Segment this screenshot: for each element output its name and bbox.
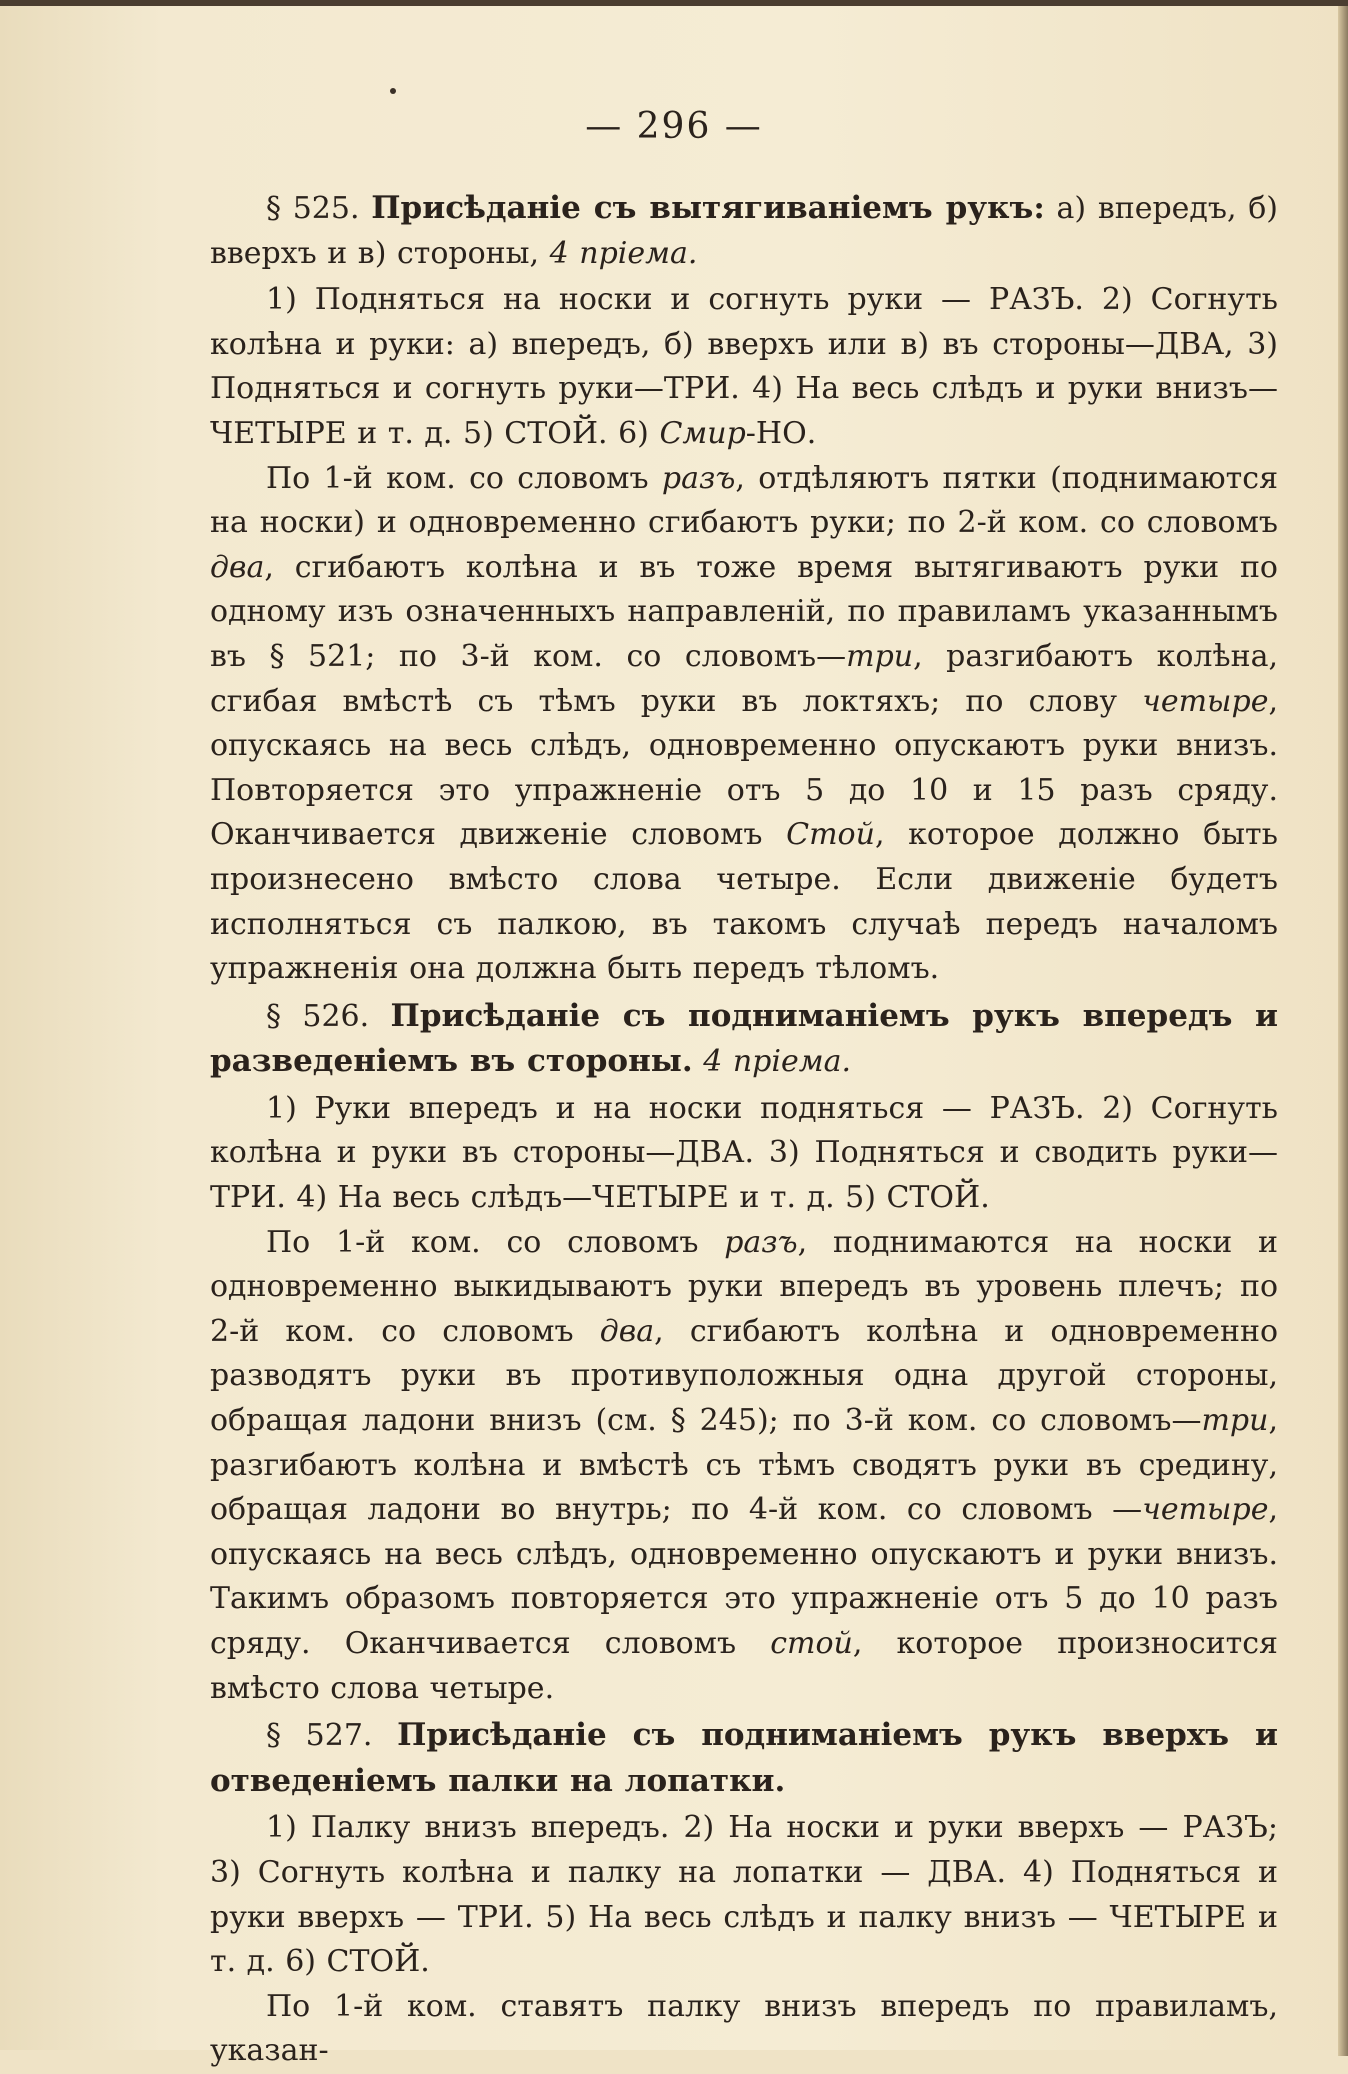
text-run: , отдѣляютъ пятки (поднимаются на носки) и одновременно сгибаютъ руки; по 2-й ком. со словомъ [210,460,1278,541]
italic-term: три [1201,1403,1269,1439]
section-title: Присѣданіе съ вытягиваніемъ рукъ: [371,190,1045,226]
section-title: Присѣданіе съ подниманіемъ рукъ вверхъ и отведеніемъ палки на лопатки. [210,1717,1279,1799]
italic-term: Стой [786,817,875,853]
text-run: По 1-й ком. со словомъ [266,460,662,496]
text-run: -НО. [745,415,817,451]
section-steps-count: 4 пріема. [549,235,698,271]
text-run: По 1-й ком. со словомъ [266,1224,725,1260]
paragraph [210,1087,1278,1221]
italic-term: два [599,1313,655,1349]
section-steps-count: 4 пріема. [703,1044,852,1080]
text-run: , опускаясь на весь слѣдъ, одновременно опускаютъ руки внизъ. Повторяется это упражненіе отъ 5 до 10 и 15 разъ сряду. Оканчивается движеніе словомъ [210,683,1278,853]
section-heading [210,186,1278,276]
italic-term: три [846,638,914,674]
page-edge [1338,6,1348,2056]
text-run: , сгибаютъ колѣна и въ тоже время вытягиваютъ руки по одному изъ означенныхъ направленій, по правиламъ указаннымъ въ § 521; по 3-й ком. со словомъ— [210,549,1278,674]
text-run: 1) Палку внизъ впередъ. 2) На носки и руки вверхъ — РАЗЪ; 3) Согнуть колѣна и палку на лопатки — ДВА. 4) Подняться и руки вверхъ — ТРИ. 5) На весь слѣдъ и палку внизъ — ЧЕТЫРЕ и т. д. 6) СТОЙ. [210,1810,1278,1980]
text-run: 1) Руки впередъ и на носки подняться — РАЗЪ. 2) Согнуть колѣна и руки въ стороны—ДВА. 3) Подняться и сводить руки—ТРИ. 4) На весь слѣдъ—ЧЕТЫРЕ и т. д. 5) СТОЙ. [210,1090,1278,1216]
text-run: , разгибаютъ колѣна и вмѣстѣ съ тѣмъ сводятъ руки въ средину, обращая ладони во внутрь; по 4-й ком. со словомъ — [210,1403,1278,1528]
section-title-rest: а) впередъ, б) вверхъ и в) стороны, [210,191,1278,271]
paragraph [210,1806,1278,1984]
text-run: , поднимаются на носки и одновременно выкидываютъ руки впередъ въ уровень плечъ; по 2-й ком. со словомъ [210,1224,1279,1349]
section-heading [210,994,1278,1085]
text-run: , которое произносится вмѣсто слова четыре. [210,1626,1278,1706]
section-number: § 525. [266,191,372,226]
section-title: Присѣданіе съ подниманіемъ рукъ впередъ и разведеніемъ въ стороны. [210,997,1278,1080]
paragraph [210,457,1278,992]
text-run: , которое должно быть произнесено вмѣсто слова четыре. Если движеніе будетъ исполняться съ палкою, въ такомъ случаѣ передъ началомъ упражненія она должна быть передъ тѣломъ. [210,817,1278,987]
text-run: , опускаясь на весь слѣдъ, одновременно опускаютъ и руки внизъ. Такимъ образомъ повторяется это упражненіе отъ 5 до 10 разъ сряду. Оканчивается словомъ [210,1492,1278,1661]
text-run: , сгибаютъ колѣна и одновременно разводятъ руки въ противуположныя одна другой стороны, обращая ладони внизъ (см. § 245); по 3-й ком. со словомъ— [210,1313,1278,1439]
text-run: По 1-й ком. ставятъ палку внизъ впередъ по правиламъ, указан- [210,1988,1278,2069]
ink-speck [390,88,396,94]
italic-term: разъ [724,1224,798,1260]
page-body [210,186,1278,2074]
text-run: , разгибаютъ колѣна, сгибая вмѣстѣ съ тѣмъ руки въ локтяхъ; по слову [210,638,1279,719]
paragraph [210,1985,1278,2074]
text-run: 1) Подняться на носки и согнуть руки — РАЗЪ. 2) Согнуть колѣна и руки: а) впередъ, б) вверхъ или в) въ стороны—ДВА, 3) Подняться и согнуть руки—ТРИ. 4) На весь слѣдъ и руки внизъ—ЧЕТЫРЕ и т. д. 5) СТОЙ. 6) [210,282,1278,451]
italic-term: два [210,549,265,585]
section-number: § 526. [266,998,391,1034]
section-number: § 527. [266,1718,398,1754]
italic-term: стой [770,1626,853,1661]
section-heading [210,1713,1278,1804]
page-number: — 296 — [585,106,763,147]
paragraph [210,278,1278,456]
italic-term: четыре [1142,683,1269,719]
section-title-rest [693,1044,704,1079]
italic-term: Смир [659,415,746,451]
italic-term: четыре [1142,1492,1269,1528]
paragraph [210,1221,1278,1712]
italic-term: разъ [661,460,736,496]
